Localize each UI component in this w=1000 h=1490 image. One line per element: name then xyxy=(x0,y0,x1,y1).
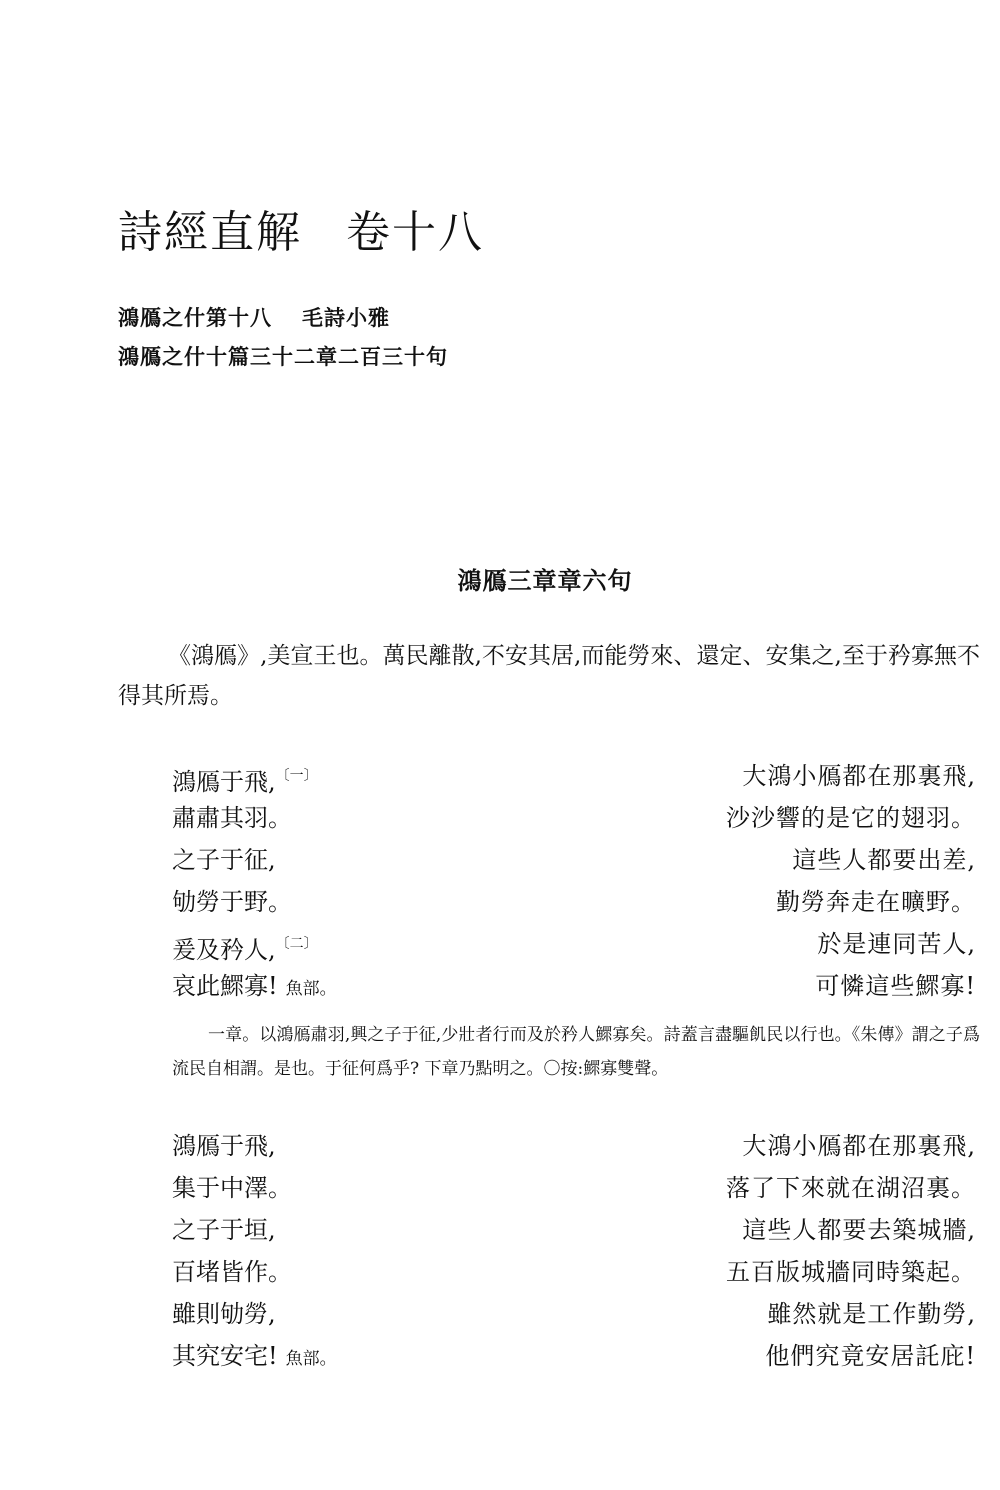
translation-text: 雖然就是工作勤勞, xyxy=(767,1300,976,1328)
original-text: 爰及矜人, xyxy=(172,936,276,964)
rhyme-group: 魚部。 xyxy=(285,1349,337,1369)
original-text: 肅肅其羽。 xyxy=(172,804,292,832)
original-text: 集于中澤。 xyxy=(172,1174,292,1202)
verse-line xyxy=(0,965,1000,1007)
original-text: 劬勞于野。 xyxy=(172,888,292,916)
stanza-2 xyxy=(0,1125,1000,1377)
translation-text: 大鴻小鴈都在那裏飛, xyxy=(742,762,976,790)
verse-line xyxy=(0,1209,1000,1251)
verse-line xyxy=(0,1251,1000,1293)
footnote-marker: 〔二〕 xyxy=(275,936,318,952)
original-text: 雖則劬勞, xyxy=(172,1300,276,1328)
verse-line xyxy=(0,839,1000,881)
translation-text: 這些人都要去築城牆, xyxy=(742,1216,976,1244)
translation-text: 落了下來就在湖沼裏。 xyxy=(726,1174,976,1202)
verse-line xyxy=(0,1335,1000,1377)
verse-line xyxy=(0,797,1000,839)
poem-title: 鴻鴈三章章六句 xyxy=(457,567,633,595)
translation-text: 大鴻小鴈都在那裏飛, xyxy=(742,1132,976,1160)
poem-preface: 《鴻鴈》,美宣王也。萬民離散,不安其居,而能勞來、還定、安集之,至于矜寡無不得其所焉。 xyxy=(118,643,980,709)
translation-text: 可憐這些鰥寡! xyxy=(815,972,976,1000)
original-text: 其究安宅! xyxy=(172,1342,278,1370)
footnote-marker: 〔一〕 xyxy=(275,768,318,784)
book-title-text: 詩經直解 xyxy=(118,207,302,258)
original-text: 鴻鴈于飛, xyxy=(172,768,276,796)
book-title xyxy=(118,196,484,260)
original-text: 之子于征, xyxy=(172,846,276,874)
section-subtitle xyxy=(118,302,390,332)
original-text: 鴻鴈于飛, xyxy=(172,1132,276,1160)
verse-line xyxy=(0,1293,1000,1335)
original-text: 之子于垣, xyxy=(172,1216,276,1244)
translation-text: 五百版城牆同時築起。 xyxy=(726,1258,976,1286)
section-summary: 鴻鴈之什十篇三十二章二百三十句 xyxy=(118,345,448,369)
section-name: 鴻鴈之什第十八 xyxy=(118,306,272,330)
original-text: 百堵皆作。 xyxy=(172,1258,292,1286)
verse-line xyxy=(0,923,1000,965)
volume-number: 卷十八 xyxy=(346,207,484,258)
verse-line xyxy=(0,755,1000,797)
translation-text: 這些人都要出差, xyxy=(792,846,976,874)
original-text: 哀此鰥寡! xyxy=(172,972,278,1000)
verse-line xyxy=(0,1125,1000,1167)
stanza-note: 一章。以鴻鴈肅羽,興之子于征,少壯者行而及於矜人鰥寡矣。詩蓋言盡驅飢民以行也。《朱傳》謂之子爲流民自相謂。是也。于征何爲乎? 下章乃點明之。〇按:鰥寡雙聲。 xyxy=(172,1025,980,1079)
verse-line xyxy=(0,881,1000,923)
translation-text: 於是連同苦人, xyxy=(817,930,976,958)
translation-text: 他們究竟安居託庇! xyxy=(765,1342,976,1370)
translation-text: 勤勞奔走在曠野。 xyxy=(776,888,976,916)
verse-line xyxy=(0,1167,1000,1209)
collection-name: 毛詩小雅 xyxy=(302,306,390,330)
stanza-1 xyxy=(0,755,1000,1007)
translation-text: 沙沙響的是它的翅羽。 xyxy=(726,804,976,832)
rhyme-group: 魚部。 xyxy=(285,979,337,999)
